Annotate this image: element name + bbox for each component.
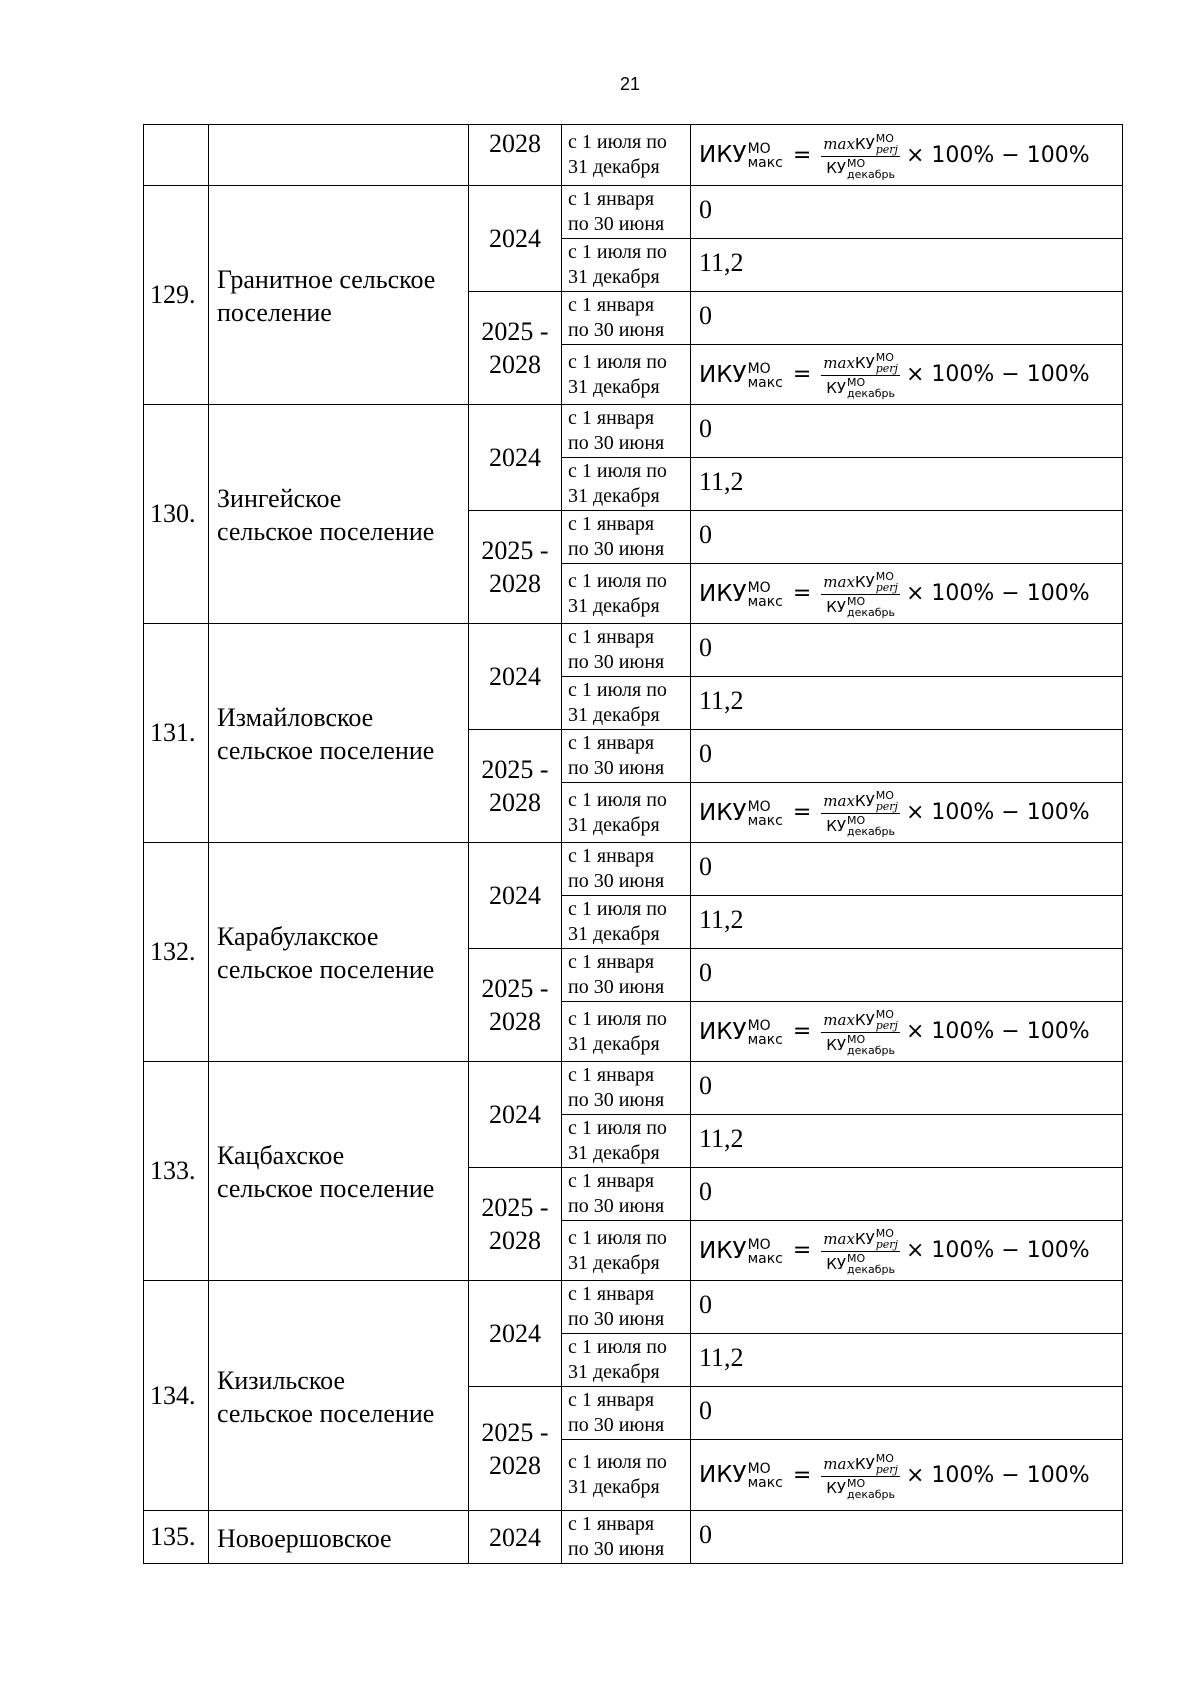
period-line: по 30 июня xyxy=(568,1089,665,1111)
period-cell xyxy=(562,896,691,949)
period-cell xyxy=(562,125,691,186)
year-range-line: 2025 - xyxy=(481,1417,549,1447)
year-cell: 2024 xyxy=(469,1281,562,1387)
period-line: по 30 июня xyxy=(568,1538,665,1560)
period-cell xyxy=(562,458,691,511)
period-cell xyxy=(562,1334,691,1387)
year-cell: 2028 xyxy=(469,125,562,186)
year-range-line: 2028 xyxy=(489,1007,541,1036)
period-line: с 1 января xyxy=(568,513,655,535)
table-row xyxy=(144,186,1123,239)
period-line: с 1 января xyxy=(568,1513,655,1535)
period-cell xyxy=(562,1062,691,1115)
period-line: с 1 января xyxy=(568,626,655,648)
year-range-line: 2028 xyxy=(489,1226,541,1255)
settlement-name-line: Измайловское xyxy=(217,703,374,732)
period-line: по 30 июня xyxy=(568,976,665,998)
max-index-formula: ИКУ МО макс = max КУ МО perj КУ МО декабрь × 100% − 100% xyxy=(699,570,1090,619)
period-line: 31 декабря xyxy=(568,1476,660,1498)
value-cell: 0 xyxy=(691,1168,1123,1221)
period-line: 31 декабря xyxy=(568,1251,660,1274)
period-cell xyxy=(562,186,691,239)
max-index-formula: ИКУ МО макс = max КУ МО perj КУ МО декабрь × 100% − 100% xyxy=(699,1451,1090,1501)
period-cell xyxy=(562,1281,691,1334)
settlement-name-line: Гранитное сельское xyxy=(217,265,436,294)
settlement-name-cell xyxy=(209,843,469,1062)
period-cell xyxy=(562,1115,691,1168)
period-cell xyxy=(562,1002,691,1062)
settlement-name-line: Кацбахское xyxy=(217,1141,345,1170)
year-range-cell xyxy=(469,511,562,624)
year-cell: 2024 xyxy=(469,843,562,949)
formula-cell xyxy=(691,125,1123,186)
period-line: с 1 июля по xyxy=(568,350,667,373)
value-cell: 0 xyxy=(691,624,1123,677)
period-line: по 30 июня xyxy=(568,651,665,673)
period-cell xyxy=(562,1511,691,1564)
period-cell xyxy=(562,1168,691,1221)
max-index-formula: ИКУ МО макс = max КУ МО perj КУ МО декабрь × 100% − 100% xyxy=(699,1008,1090,1057)
tariff-index-table xyxy=(143,124,1123,1564)
max-index-formula: ИКУ МО макс = max КУ МО perj КУ МО декабрь × 100% − 100% xyxy=(699,789,1090,838)
settlement-name-cell xyxy=(209,125,469,186)
period-line: с 1 июля по xyxy=(568,1451,667,1473)
period-line: с 1 июля по xyxy=(568,1226,667,1249)
page-number: 21 xyxy=(619,74,641,94)
period-cell xyxy=(562,783,691,843)
settlement-name-line: Кизильское xyxy=(217,1365,345,1395)
period-cell xyxy=(562,511,691,564)
value-cell: 11,2 xyxy=(691,239,1123,292)
settlement-name-line: Зингейское xyxy=(217,484,342,513)
table-row-continuation xyxy=(144,125,1123,186)
year-range-line: 2025 - xyxy=(481,974,549,1003)
period-line: 31 декабря xyxy=(568,266,660,288)
period-line: с 1 января xyxy=(568,407,655,429)
value-cell: 0 xyxy=(691,405,1123,458)
period-line: 31 декабря xyxy=(568,704,660,726)
settlement-name-cell xyxy=(209,1281,469,1511)
value-cell: 0 xyxy=(691,1387,1123,1440)
period-line: 31 декабря xyxy=(568,375,660,398)
period-line: 31 декабря xyxy=(568,1032,660,1055)
row-number-cell: 134. xyxy=(144,1281,209,1511)
year-cell: 2024 xyxy=(469,1511,562,1564)
settlement-name-line: сельское поселение xyxy=(217,955,435,984)
period-cell xyxy=(562,1221,691,1281)
year-cell: 2024 xyxy=(469,624,562,730)
formula-cell xyxy=(691,1221,1123,1281)
year-range-line: 2025 - xyxy=(481,1193,549,1222)
formula-cell xyxy=(691,783,1123,843)
year-cell: 2024 xyxy=(469,186,562,292)
settlement-name-line: сельское поселение xyxy=(217,517,435,546)
period-line: с 1 января xyxy=(568,845,655,867)
formula-cell xyxy=(691,345,1123,405)
table-row xyxy=(144,1281,1123,1334)
period-line: с 1 июля по xyxy=(568,1336,667,1358)
settlement-name-cell xyxy=(209,405,469,624)
period-line: по 30 июня xyxy=(568,538,665,560)
year-range-cell xyxy=(469,292,562,405)
year-range-cell xyxy=(469,730,562,843)
period-line: с 1 января xyxy=(568,732,655,754)
year-range-line: 2025 - xyxy=(481,536,549,565)
table-row xyxy=(144,624,1123,677)
period-line: с 1 июля по xyxy=(568,1007,667,1030)
row-number-cell xyxy=(144,125,209,186)
value-cell: 0 xyxy=(691,843,1123,896)
max-index-formula: ИКУ МО макс = max КУ МО perj КУ МО декабрь × 100% − 100% xyxy=(699,131,1090,181)
table-row xyxy=(144,405,1123,458)
value-cell: 0 xyxy=(691,1511,1123,1564)
period-line: по 30 июня xyxy=(568,870,665,892)
period-cell xyxy=(562,677,691,730)
table-row-last xyxy=(144,1511,1123,1564)
settlement-name-line: сельское поселение xyxy=(217,736,435,765)
value-cell: 11,2 xyxy=(691,1334,1123,1387)
settlement-name-line: поселение xyxy=(217,298,332,327)
period-cell xyxy=(562,1387,691,1440)
max-index-formula: ИКУ МО макс = max КУ МО perj КУ МО декабрь × 100% − 100% xyxy=(699,351,1090,400)
period-cell xyxy=(562,239,691,292)
settlement-name-line: сельское поселение xyxy=(217,1398,435,1428)
period-line: с 1 января xyxy=(568,1170,655,1192)
period-line: с 1 января xyxy=(568,1064,655,1086)
period-line: по 30 июня xyxy=(568,1414,665,1436)
max-index-formula: ИКУ МО макс = max КУ МО perj КУ МО декабрь × 100% − 100% xyxy=(699,1227,1090,1276)
year-cell: 2024 xyxy=(469,1062,562,1168)
year-range-line: 2028 xyxy=(489,569,541,598)
table-row xyxy=(144,1062,1123,1115)
period-line: 31 декабря xyxy=(568,1142,660,1164)
period-cell xyxy=(562,564,691,624)
period-line: с 1 июля по xyxy=(568,241,667,263)
settlement-name-cell: Новоершовское xyxy=(209,1511,469,1564)
period-cell xyxy=(562,624,691,677)
period-line: с 1 июля по xyxy=(568,679,667,701)
year-range-cell xyxy=(469,1168,562,1281)
year-range-line: 2028 xyxy=(489,788,541,817)
year-range-line: 2025 - xyxy=(481,755,549,784)
row-number-cell: 130. xyxy=(144,405,209,624)
period-line: с 1 января xyxy=(568,951,655,973)
period-line: с 1 января xyxy=(568,1283,655,1305)
period-cell xyxy=(562,405,691,458)
value-cell: 0 xyxy=(691,1062,1123,1115)
row-number-cell: 132. xyxy=(144,843,209,1062)
period-line: по 30 июня xyxy=(568,1308,665,1330)
settlement-name-line: Карабулакское xyxy=(217,922,379,951)
period-line: по 30 июня xyxy=(568,319,665,341)
year-range-cell xyxy=(469,1387,562,1511)
row-number-cell: 133. xyxy=(144,1062,209,1281)
row-number-cell: 131. xyxy=(144,624,209,843)
formula-cell xyxy=(691,1002,1123,1062)
period-line: с 1 июля по xyxy=(568,898,667,920)
value-cell: 0 xyxy=(691,1281,1123,1334)
period-cell xyxy=(562,949,691,1002)
value-cell: 11,2 xyxy=(691,1115,1123,1168)
period-line: с 1 января xyxy=(568,294,655,316)
period-line: 31 декабря xyxy=(568,156,660,178)
period-line: 31 декабря xyxy=(568,485,660,507)
row-number-cell: 135. xyxy=(144,1511,209,1564)
year-range-line: 2028 xyxy=(489,1450,541,1480)
value-cell: 0 xyxy=(691,292,1123,345)
period-line: с 1 июля по xyxy=(568,460,667,482)
period-line: 31 декабря xyxy=(568,813,660,836)
period-cell xyxy=(562,730,691,783)
value-cell: 11,2 xyxy=(691,896,1123,949)
period-line: с 1 июля по xyxy=(568,788,667,811)
period-line: с 1 июля по xyxy=(568,131,667,153)
year-range-cell xyxy=(469,949,562,1062)
value-cell: 0 xyxy=(691,186,1123,239)
year-cell: 2024 xyxy=(469,405,562,511)
period-line: с 1 января xyxy=(568,188,655,210)
settlement-name-cell xyxy=(209,1062,469,1281)
settlement-name-cell xyxy=(209,186,469,405)
period-line: с 1 июля по xyxy=(568,569,667,592)
value-cell: 0 xyxy=(691,949,1123,1002)
period-cell xyxy=(562,843,691,896)
period-line: 31 декабря xyxy=(568,923,660,945)
period-line: 31 декабря xyxy=(568,1361,660,1383)
formula-cell xyxy=(691,564,1123,624)
period-cell xyxy=(562,292,691,345)
row-number-cell: 129. xyxy=(144,186,209,405)
settlement-name-cell xyxy=(209,624,469,843)
period-line: по 30 июня xyxy=(568,757,665,779)
period-line: 31 декабря xyxy=(568,594,660,617)
year-range-line: 2028 xyxy=(489,350,541,379)
settlement-name-line: сельское поселение xyxy=(217,1174,435,1203)
period-cell xyxy=(562,345,691,405)
period-line: по 30 июня xyxy=(568,432,665,454)
value-cell: 0 xyxy=(691,730,1123,783)
value-cell: 11,2 xyxy=(691,677,1123,730)
value-cell: 11,2 xyxy=(691,458,1123,511)
period-line: по 30 июня xyxy=(568,213,665,235)
period-line: с 1 января xyxy=(568,1389,655,1411)
year-range-line: 2025 - xyxy=(481,317,549,346)
formula-cell xyxy=(691,1440,1123,1511)
period-line: по 30 июня xyxy=(568,1195,665,1217)
period-line: с 1 июля по xyxy=(568,1117,667,1139)
value-cell: 0 xyxy=(691,511,1123,564)
table-row xyxy=(144,843,1123,896)
period-cell xyxy=(562,1440,691,1511)
